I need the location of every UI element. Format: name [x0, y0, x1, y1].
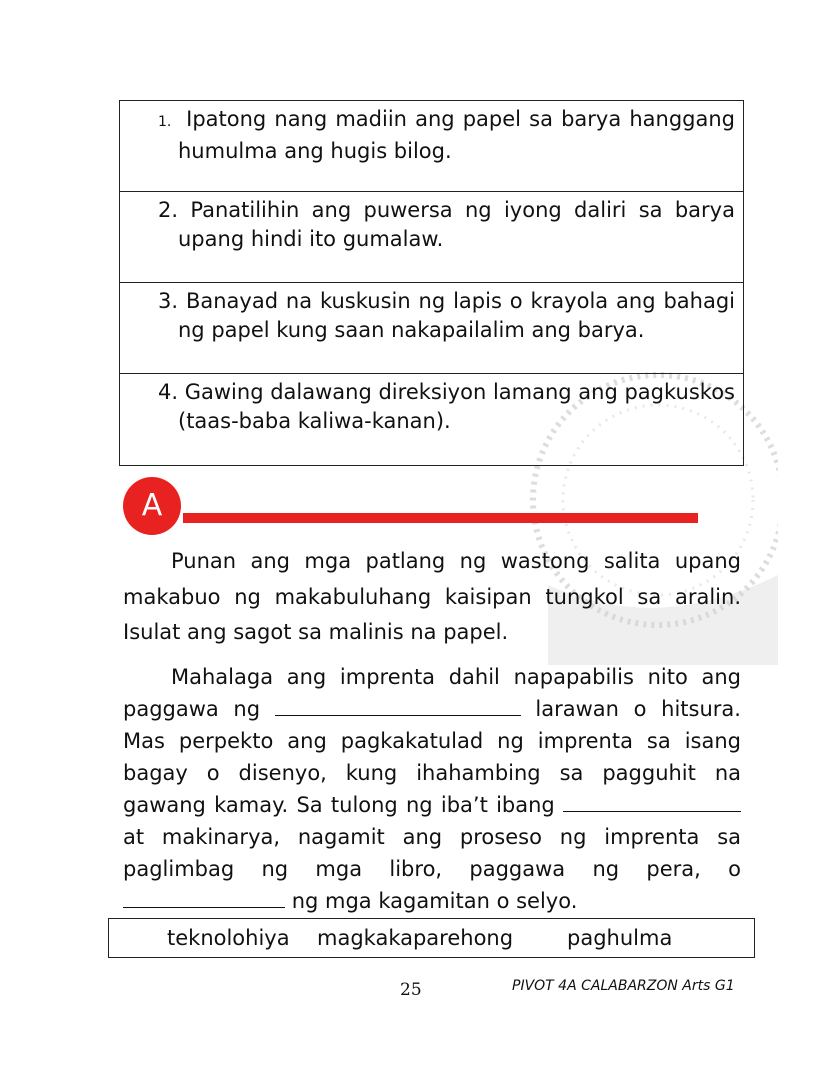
footer-label: PIVOT 4A CALABARZON Arts G1: [512, 978, 735, 994]
step-text: Panatilihin ang puwersa ng iyong daliri sa barya upang hindi ito gumalaw.: [178, 198, 735, 251]
step-number: 3.: [158, 289, 179, 313]
step-row: [120, 101, 743, 192]
paragraph-part: ng mga kagamitan o selyo.: [291, 889, 578, 913]
section-badge: A: [123, 477, 181, 535]
steps-table: [119, 100, 744, 466]
word-bank-item: paghulma: [567, 926, 673, 950]
fill-in-paragraph: [123, 661, 741, 917]
step-text: Ipatong nang madiin ang papel sa barya hanggang humulma ang hugis bilog.: [178, 107, 735, 163]
step-text: Banayad na kuskusin ng lapis o krayola ang bahagi ng papel kung saan nakapailalim ang barya.: [178, 289, 735, 342]
word-bank-item: teknolohiya: [167, 926, 290, 950]
word-bank: [108, 918, 755, 958]
step-row: [120, 283, 743, 374]
step-number: 2.: [158, 198, 179, 222]
page-number: 25: [400, 980, 422, 1000]
step-number: 1.: [158, 114, 172, 130]
step-row: [120, 192, 743, 283]
answer-blank-2[interactable]: [563, 793, 741, 812]
paragraph-part: larawan o hitsura. Mas perpekto ang pagkakatulad ng imprenta sa isang bagay o disenyo, kung ihahambing sa pagguhit na gawang kamay. Sa tulong ng iba’t ibang: [123, 697, 741, 817]
step-number: 4.: [158, 380, 179, 404]
section-divider: [183, 513, 698, 523]
step-row: [120, 374, 743, 465]
step-text: Gawing dalawang direksiyon lamang ang pagkuskos (taas-baba kaliwa-kanan).: [178, 380, 735, 433]
answer-blank-1[interactable]: [275, 697, 521, 716]
paragraph-part: Mahalaga ang imprenta dahil napapabilis nito ang paggawa ng: [123, 665, 741, 721]
answer-blank-3[interactable]: [123, 889, 285, 908]
instruction-text: Punan ang mga patlang ng wastong salita upang makabuo ng makabuluhang kaisipan tungkol sa aralin. Isulat ang sagot sa malinis na papel.: [123, 549, 741, 644]
word-bank-item: magkakaparehong: [317, 926, 514, 950]
paragraph-part: at makinarya, nagamit ang proseso ng imprenta sa paglimbag ng mga libro, paggawa ng pera, o: [123, 825, 741, 881]
